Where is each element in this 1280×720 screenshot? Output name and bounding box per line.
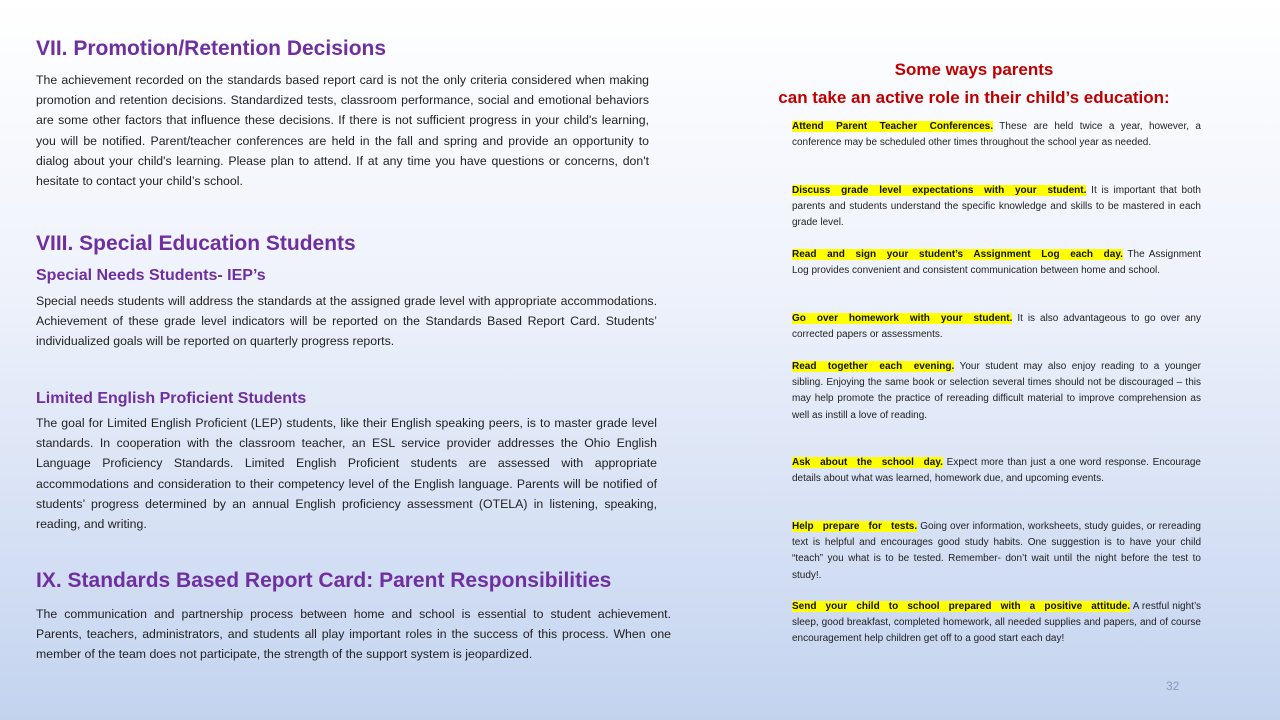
sidebar-title	[700, 56, 1248, 112]
tip-highlight: Send your child to school prepared with a positive attitude.	[792, 601, 1131, 612]
section-8-heading: VIII. Special Education Students	[36, 232, 356, 255]
iep-body: Special needs students will address the standards at the assigned grade level with appropriate accommodations. Achievement of these grade level indicators will be reported on the Standards Based Report Card. Students’ individualized goals will be reported on quarterly progress reports.	[36, 294, 657, 349]
tip-highlight: Discuss grade level expectations with your student.	[792, 185, 1087, 196]
tip-item	[792, 455, 1201, 487]
tip-highlight: Read together each evening.	[792, 361, 955, 372]
tip-item	[792, 119, 1201, 151]
tip-text: The Assignment Log provides convenient and consistent communication between home and school.	[792, 249, 1201, 277]
tip-item	[792, 183, 1201, 232]
section-7-body: The achievement recorded on the standards based report card is not the only criteria considered when making promotion and retention decisions. Standardized tests, classroom performance, social and emotional behaviors are some other factors that influence these decisions. If there is not sufficient progress in your child's learning, you will be notified. Parent/teacher conferences are held in the fall and spring and provide an opportunity to dialog about your child's learning. Please plan to attend. If at any time you have questions or concerns, don't hesitate to contact your child’s school.	[36, 73, 649, 189]
lep-body: The goal for Limited English Proficient (LEP) students, like their English speaking peers, is to master grade level standards. In cooperation with the classroom teacher, an ESL service provider addresses the Ohio English Language Proficiency Standards. Limited English Proficient students are assessed with appropriate accommodations and consideration to their competency level of the English language. Parents will be notified of students’ progress determined by an annual English proficiency assessment (OTELA) in listening, speaking, reading, and writing.	[36, 416, 657, 532]
tip-item	[792, 519, 1201, 584]
lep-heading: Limited English Proficient Students	[36, 390, 307, 407]
tip-item	[792, 311, 1201, 343]
page-number: 32	[1166, 679, 1180, 693]
tip-item	[792, 599, 1201, 648]
section-9-heading: IX. Standards Based Report Card: Parent Responsibilities	[36, 569, 612, 592]
tip-text: Your student may also enjoy reading to a younger sibling. Enjoying the same book or selection several times should not be discouraged – this may help promote the practice of rereading difficult material to improve comprehension as well as instill a love of reading.	[792, 361, 1201, 421]
tip-text: A restful night’s sleep, good breakfast, completed homework, all needed supplies and papers, and of course encouragement help children get off to a good start each day!	[792, 601, 1201, 645]
tip-item	[792, 247, 1201, 279]
tip-highlight: Help prepare for tests.	[792, 521, 918, 532]
sidebar-title-line-2: can take an active role in their child’s education:	[778, 88, 1170, 107]
sidebar-title-line-1: Some ways parents	[894, 60, 1054, 79]
tip-text: It is also advantageous to go over any corrected papers or assessments.	[792, 313, 1201, 341]
section-7-heading: VII. Promotion/Retention Decisions	[36, 37, 387, 60]
tip-highlight: Attend Parent Teacher Conferences.	[792, 121, 994, 132]
tip-highlight: Read and sign your student’s Assignment Log each day.	[792, 249, 1123, 260]
tip-highlight: Ask about the school day.	[792, 457, 943, 468]
tip-text: These are held twice a year, however, a conference may be scheduled other times throughout the school year as needed.	[792, 121, 1201, 149]
tip-text: Going over information, worksheets, study guides, or rereading text is helpful and encourages good study habits. One suggestion is to have your child “teach” you what is to be tested. Remember- don’t wait until the night before the test to study!.	[792, 521, 1201, 581]
tip-item	[792, 359, 1201, 424]
tip-highlight: Go over homework with your student.	[792, 313, 1013, 324]
iep-heading: Special Needs Students- IEP’s	[36, 267, 266, 284]
tip-text: It is important that both parents and students understand the specific knowledge and skills to be mastered in each grade level.	[792, 185, 1201, 229]
tip-text: Expect more than just a one word response. Encourage details about what was learned, homework due, and upcoming events.	[792, 457, 1201, 485]
section-9-body: The communication and partnership process between home and school is essential to student achievement. Parents, teachers, administrators, and students all play important roles in the success of this process. When one member of the team does not participate, the strength of the support system is jeopardized.	[36, 607, 671, 662]
